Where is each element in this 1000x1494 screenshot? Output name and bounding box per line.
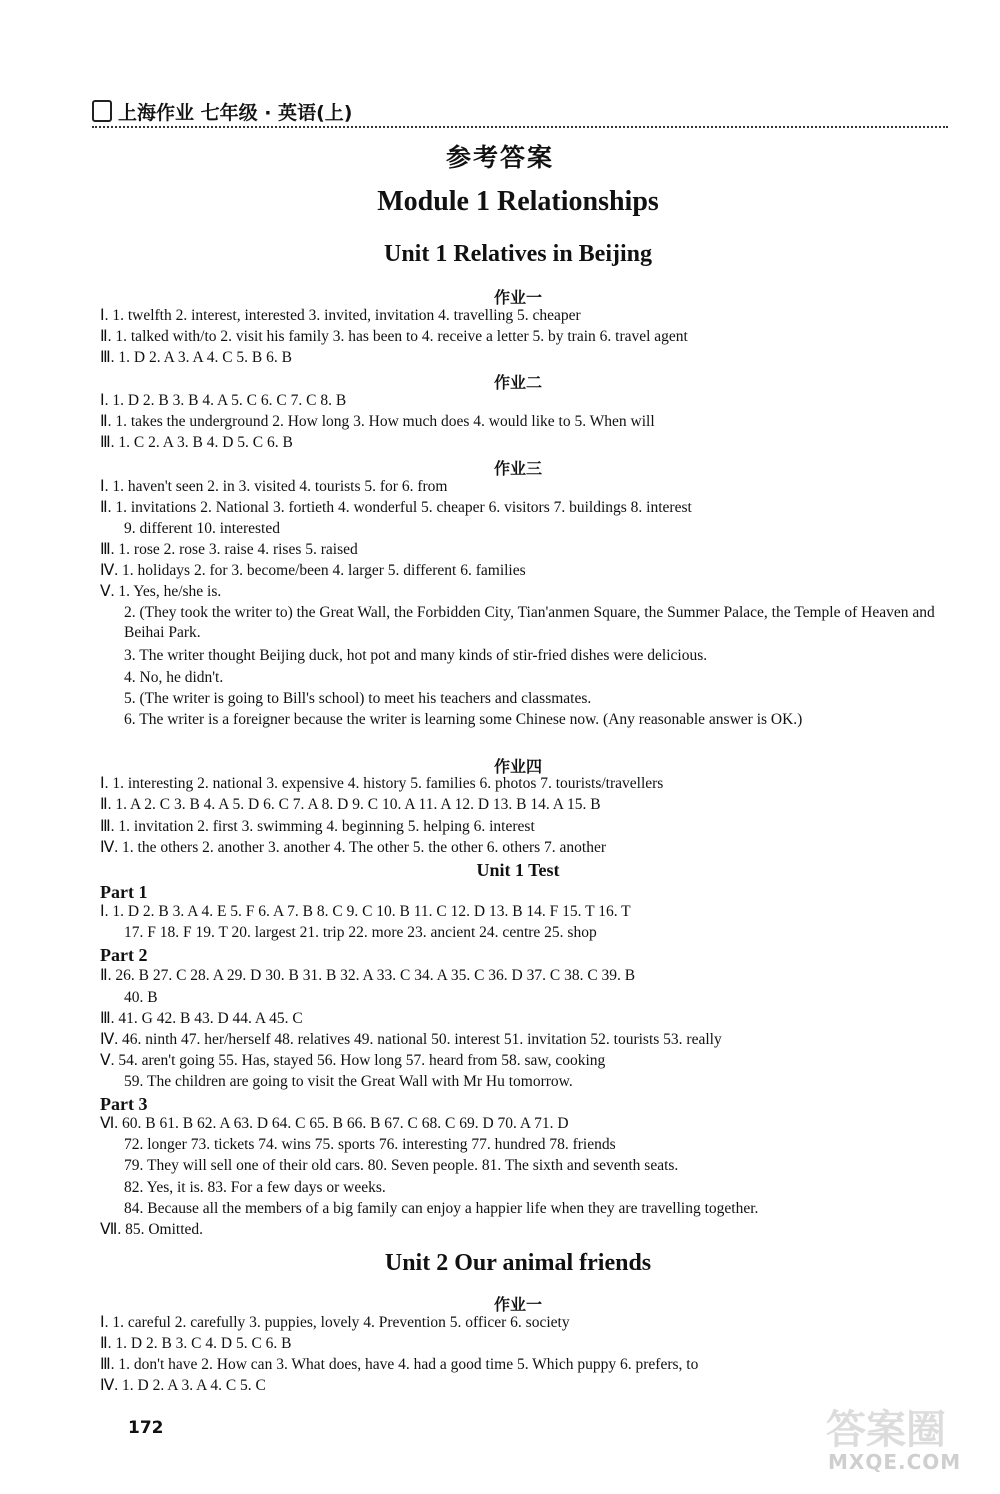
page-title: 参考答案: [445, 143, 554, 172]
answer-line: Ⅳ. 1. D 2. A 3. A 4. C 5. C: [100, 1377, 266, 1394]
answer-line: Ⅱ. 26. B 27. C 28. A 29. D 30. B 31. B 32. A 33. C 34. A 35. C 36. D 37. C 38. C 39. B: [100, 967, 636, 984]
unit1-hw4-title: 作业四: [493, 757, 542, 776]
answer-line: 3. The writer thought Beijing duck, hot pot and many kinds of stir-fried dishes were delicious.: [124, 647, 708, 664]
unit1-hw3-title: 作业三: [493, 459, 542, 478]
watermark-text: MXQE.COM: [828, 1450, 962, 1474]
answer-line: 82. Yes, it is. 83. For a few days or weeks.: [124, 1179, 386, 1196]
answer-line: Ⅰ. 1. D 2. B 3. A 4. E 5. F 6. A 7. B 8. C 9. C 10. B 11. C 12. D 13. B 14. F 15. T 16. T: [100, 903, 631, 920]
answer-line: 2. (They took the writer to) the Great Wall, the Forbidden City, Tian'anmen Square, the Summer Palace, the Temple of Heaven and Beihai Park.: [124, 604, 935, 641]
answer-line: Ⅳ. 1. holidays 2. for 3. become/been 4. larger 5. different 6. families: [100, 562, 526, 579]
unit1-hw2-title: 作业二: [493, 373, 542, 392]
answer-line: Ⅰ. 1. D 2. B 3. B 4. A 5. C 6. C 7. C 8. B: [100, 392, 347, 409]
answer-line: Ⅵ. 60. B 61. B 62. A 63. D 64. C 65. B 66. B 67. C 68. C 69. D 70. A 71. D: [100, 1115, 569, 1132]
answer-line: 40. B: [124, 989, 158, 1006]
part1-title: Part 1: [100, 882, 148, 902]
answer-line: Ⅲ. 1. rose 2. rose 3. raise 4. rises 5. raised: [100, 541, 358, 558]
answer-line: 72. longer 73. tickets 74. wins 75. sports 76. interesting 77. hundred 78. friends: [124, 1136, 616, 1153]
answer-line: Ⅲ. 1. don't have 2. How can 3. What does, have 4. had a good time 5. Which puppy 6. prefers, to: [100, 1356, 699, 1373]
answer-line: Ⅶ. 85. Omitted.: [100, 1221, 204, 1238]
answer-line: Ⅱ. 1. A 2. C 3. B 4. A 5. D 6. C 7. A 8. D 9. C 10. A 11. A 12. D 13. B 14. A 15. B: [100, 796, 601, 813]
part3-title: Part 3: [100, 1094, 148, 1114]
unit2-hw1-title: 作业一: [493, 1295, 542, 1314]
answer-line: 84. Because all the members of a big family can enjoy a happier life when they are travelling together.: [124, 1200, 759, 1217]
answer-line: Ⅰ. 1. interesting 2. national 3. expensive 4. history 5. families 6. photos 7. tourists/travellers: [100, 775, 664, 792]
answer-line: 6. The writer is a foreigner because the writer is learning some Chinese now. (Any reasonable answer is OK.): [124, 711, 803, 728]
answer-line: Ⅲ. 1. invitation 2. first 3. swimming 4. beginning 5. helping 6. interest: [100, 818, 535, 835]
answer-line: Ⅳ. 46. ninth 47. her/herself 48. relatives 49. national 50. interest 51. invitation 52. tourists 53. really: [100, 1031, 722, 1048]
page-number: 172: [128, 1418, 164, 1438]
watermark: [808, 1398, 978, 1486]
answer-line: Ⅴ. 54. aren't going 55. Has, stayed 56. How long 57. heard from 58. saw, cooking: [100, 1052, 606, 1069]
answer-line: 9. different 10. interested: [124, 520, 280, 537]
header-title: 上海作业 七年级 · 英语(上): [118, 102, 353, 124]
page-header: [92, 98, 948, 128]
answer-line: Ⅱ. 1. D 2. B 3. C 4. D 5. C 6. B: [100, 1335, 292, 1352]
unit1-title: Unit 1 Relatives in Beijing: [384, 241, 652, 267]
answer-line: Ⅱ. 1. invitations 2. National 3. fortieth 4. wonderful 5. cheaper 6. visitors 7. buildings 8. interest: [100, 499, 692, 516]
answer-line: Ⅱ. 1. takes the underground 2. How long 3. How much does 4. would like to 5. When will: [100, 413, 655, 430]
answer-line: Ⅰ. 1. haven't seen 2. in 3. visited 4. tourists 5. for 6. from: [100, 478, 448, 495]
answer-line: Ⅰ. 1. twelfth 2. interest, interested 3. invited, invitation 4. travelling 5. cheaper: [100, 307, 581, 324]
unit1-hw1-title: 作业一: [493, 288, 542, 307]
book-icon: [92, 100, 112, 122]
answer-line: 4. No, he didn't.: [124, 669, 224, 686]
answer-line: Ⅲ. 1. D 2. A 3. A 4. C 5. B 6. B: [100, 349, 292, 366]
answer-line: 5. (The writer is going to Bill's school) to meet his teachers and classmates.: [124, 690, 592, 707]
module-title: Module 1 Relationships: [377, 186, 659, 217]
answer-line: 17. F 18. F 19. T 20. largest 21. trip 22. more 23. ancient 24. centre 25. shop: [124, 924, 597, 941]
answer-line: Ⅰ. 1. careful 2. carefully 3. puppies, lovely 4. Prevention 5. officer 6. society: [100, 1314, 570, 1331]
part2-title: Part 2: [100, 945, 148, 965]
unit2-title: Unit 2 Our animal friends: [384, 1250, 652, 1276]
answer-line: Ⅲ. 1. C 2. A 3. B 4. D 5. C 6. B: [100, 434, 293, 451]
watermark-logo: 答案圈: [826, 1407, 946, 1453]
answer-line: 79. They will sell one of their old cars. 80. Seven people. 81. The sixth and seventh seats.: [124, 1157, 679, 1174]
unit1-test-title: Unit 1 Test: [476, 860, 560, 880]
answer-line: Ⅳ. 1. the others 2. another 3. another 4. The other 5. the other 6. others 7. another: [100, 839, 607, 856]
answer-line: Ⅲ. 41. G 42. B 43. D 44. A 45. C: [100, 1010, 303, 1027]
answer-line: Ⅱ. 1. talked with/to 2. visit his family 3. has been to 4. receive a letter 5. by train 6. travel agent: [100, 328, 688, 345]
answer-line: Ⅴ. 1. Yes, he/she is.: [100, 583, 222, 600]
answer-line: 59. The children are going to visit the Great Wall with Mr Hu tomorrow.: [124, 1073, 573, 1090]
